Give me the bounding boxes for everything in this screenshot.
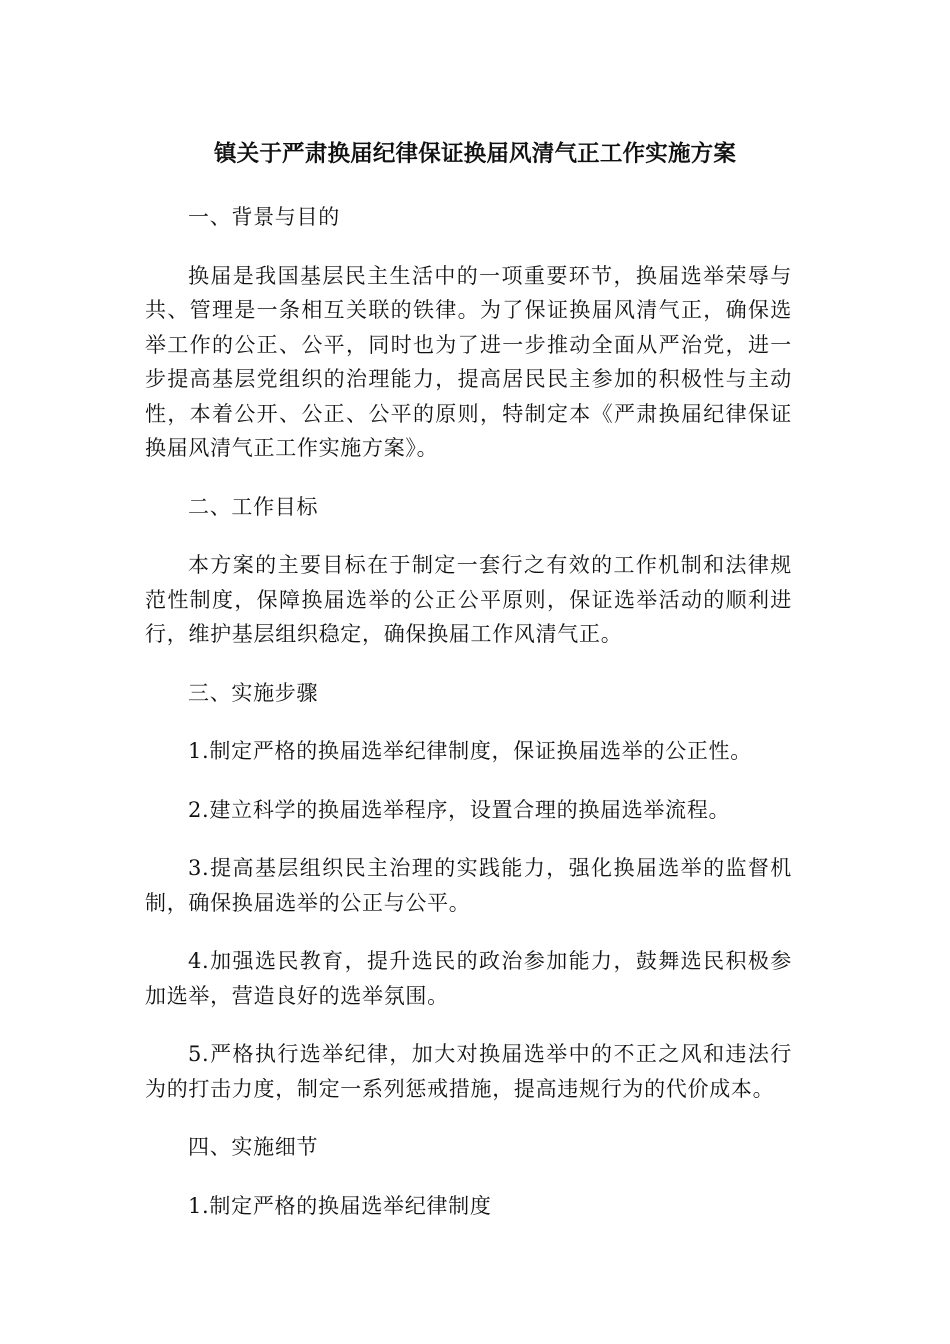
list-item-step-1: 1.制定严格的换届选举纪律制度，保证换届选举的公正性。: [188, 739, 752, 763]
list-item-step-5: 5.严格执行选举纪律，加大对换届选举中的不正之风和违法行为的打击力度，制定一系列惩戒措施，提高违规行为的代价成本。: [145, 1042, 792, 1101]
section-heading-background: 一、背景与目的: [188, 205, 340, 229]
document-title: 镇关于严肃换届纪律保证换届风清气正工作实施方案: [213, 141, 737, 167]
list-item-step-2: 2.建立科学的换届选举程序，设置合理的换届选举流程。: [188, 797, 731, 822]
list-item-step-4: 4.加强选民教育，提升选民的政治参加能力，鼓舞选民积极参加选举，营造良好的选举氛围。: [145, 949, 792, 1008]
list-item-step-3: 3.提高基层组织民主治理的实践能力，强化换届选举的监督机制，确保换届选举的公正与公平。: [145, 856, 792, 915]
section-heading-goals: 二、工作目标: [188, 494, 319, 519]
list-item-detail-1: 1.制定严格的换届选举纪律制度: [188, 1193, 492, 1218]
document-body: [145, 200, 792, 1247]
section-heading-steps: 三、实施步骤: [188, 680, 319, 705]
section-heading-details: 四、实施细节: [188, 1135, 319, 1159]
paragraph-background: 换届是我国基层民主生活中的一项重要环节，换届选举荣辱与共、管理是一条相互关联的铁律。为了保证换届风清气正，确保选举工作的公正、公平，同时也为了进一步推动全面从严治党，进一步提高基层党组织的治理能力，提高居民民主参加的积极性与主动性，本着公开、公正、公平的原则，特制定本《严肃换届纪律保证换届风清气正工作实施方案》。: [145, 263, 792, 460]
paragraph-goals: 本方案的主要目标在于制定一套行之有效的工作机制和法律规范性制度，保障换届选举的公正公平原则，保证选举活动的顺利进行，维护基层组织稳定，确保换届工作风清气正。: [145, 553, 792, 646]
